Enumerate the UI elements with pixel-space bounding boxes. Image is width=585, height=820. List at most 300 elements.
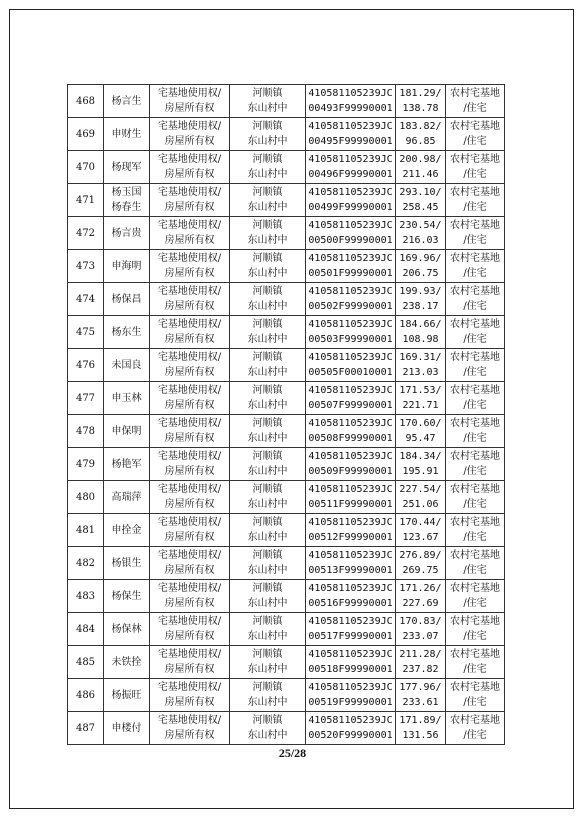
right-type-cell <box>150 547 230 580</box>
owner-name-line: 未国良 <box>111 359 142 371</box>
right-type-cell <box>150 184 230 217</box>
right-type-line: 宅基地使用权/ <box>157 682 222 693</box>
location-cell <box>230 217 306 250</box>
unit-code-line: 410581105239JC <box>308 154 393 165</box>
location-cell <box>230 613 306 646</box>
area-cell <box>396 118 446 151</box>
location-line: 河顺镇 <box>252 517 283 528</box>
registry-table <box>67 84 505 745</box>
table-row <box>68 85 505 118</box>
owner-name-line: 杨言贵 <box>111 227 142 239</box>
right-type-line: 房屋所有权 <box>164 202 215 213</box>
owner-name-line: 申保明 <box>111 425 142 437</box>
land-use-line: 农村宅基地 <box>450 352 500 363</box>
unit-code-cell <box>306 349 396 382</box>
right-type-line: 房屋所有权 <box>164 367 215 378</box>
owner-name-line: 杨玉国 <box>111 187 142 198</box>
area-line: 237.82 <box>402 664 439 675</box>
location-line: 东山村中 <box>247 532 288 543</box>
location-cell <box>230 382 306 415</box>
record-number-cell: 476 <box>68 349 104 382</box>
area-line: 269.75 <box>402 565 439 576</box>
owner-name-cell <box>104 613 150 646</box>
right-type-line: 宅基地使用权/ <box>157 154 222 165</box>
right-type-line: 宅基地使用权/ <box>157 517 222 528</box>
area-line: 131.56 <box>402 730 439 741</box>
unit-code-line: 410581105239JC <box>308 451 393 462</box>
land-use-line: 农村宅基地 <box>450 88 500 99</box>
right-type-line: 宅基地使用权/ <box>157 121 222 132</box>
location-cell <box>230 481 306 514</box>
right-type-line: 房屋所有权 <box>164 235 215 246</box>
area-line: 170.83/ <box>399 616 442 627</box>
right-type-cell <box>150 448 230 481</box>
land-use-line: /住宅 <box>463 730 487 741</box>
location-line: 河顺镇 <box>252 121 283 132</box>
unit-code-line: 00517F99990001 <box>308 631 393 642</box>
location-line: 东山村中 <box>247 400 288 411</box>
page-number: 25/28 <box>278 746 307 760</box>
unit-code-line: 00500F99990001 <box>308 235 393 246</box>
land-use-cell <box>446 349 505 382</box>
area-cell <box>396 712 446 745</box>
record-number-cell: 475 <box>68 316 104 349</box>
area-line: 211.28/ <box>399 649 442 660</box>
right-type-cell <box>150 580 230 613</box>
area-line: 123.67 <box>402 532 439 543</box>
unit-code-line: 00503F99990001 <box>308 334 393 345</box>
location-line: 河顺镇 <box>252 550 283 561</box>
area-cell <box>396 679 446 712</box>
owner-name-line: 杨保昌 <box>111 293 142 305</box>
owner-name-cell <box>104 382 150 415</box>
owner-name-line: 杨现军 <box>111 161 142 173</box>
land-use-line: /住宅 <box>463 664 487 675</box>
area-cell <box>396 547 446 580</box>
record-number-cell: 485 <box>68 646 104 679</box>
location-line: 河顺镇 <box>252 484 283 495</box>
area-line: 213.03 <box>402 367 439 378</box>
table-row <box>68 184 505 217</box>
location-line: 东山村中 <box>247 202 288 213</box>
area-line: 206.75 <box>402 268 439 279</box>
table-row <box>68 448 505 481</box>
location-line: 东山村中 <box>247 730 288 741</box>
area-cell <box>396 85 446 118</box>
right-type-cell <box>150 118 230 151</box>
right-type-cell <box>150 217 230 250</box>
record-number-cell: 484 <box>68 613 104 646</box>
location-line: 河顺镇 <box>252 352 283 363</box>
record-number-cell: 479 <box>68 448 104 481</box>
unit-code-line: 00501F99990001 <box>308 268 393 279</box>
table-row <box>68 349 505 382</box>
table-row <box>68 646 505 679</box>
table-row <box>68 118 505 151</box>
record-number-cell: 470 <box>68 151 104 184</box>
land-use-line: 农村宅基地 <box>450 649 500 660</box>
location-cell <box>230 316 306 349</box>
owner-name-cell <box>104 349 150 382</box>
unit-code-cell <box>306 217 396 250</box>
owner-name-cell <box>104 316 150 349</box>
record-number-cell: 478 <box>68 415 104 448</box>
unit-code-line: 00505F00010001 <box>308 367 393 378</box>
right-type-line: 宅基地使用权/ <box>157 286 222 297</box>
land-use-line: 农村宅基地 <box>450 484 500 495</box>
location-cell <box>230 283 306 316</box>
unit-code-line: 410581105239JC <box>308 220 393 231</box>
table-row <box>68 481 505 514</box>
area-line: 293.10/ <box>399 187 442 198</box>
land-use-line: /住宅 <box>463 466 487 477</box>
unit-code-cell <box>306 613 396 646</box>
owner-name-cell <box>104 646 150 679</box>
unit-code-line: 00496F99990001 <box>308 169 393 180</box>
area-line: 171.53/ <box>399 385 442 396</box>
land-use-line: /住宅 <box>463 301 487 312</box>
owner-name-cell <box>104 118 150 151</box>
unit-code-line: 00519F99990001 <box>308 697 393 708</box>
unit-code-cell <box>306 448 396 481</box>
owner-name-line: 申财生 <box>111 128 142 140</box>
location-line: 东山村中 <box>247 334 288 345</box>
right-type-line: 宅基地使用权/ <box>157 88 222 99</box>
land-use-line: /住宅 <box>463 433 487 444</box>
location-line: 河顺镇 <box>252 418 283 429</box>
area-line: 170.60/ <box>399 418 442 429</box>
land-use-line: 农村宅基地 <box>450 385 500 396</box>
location-cell <box>230 712 306 745</box>
right-type-line: 房屋所有权 <box>164 697 215 708</box>
land-use-line: 农村宅基地 <box>450 583 500 594</box>
area-line: 184.66/ <box>399 319 442 330</box>
unit-code-cell <box>306 679 396 712</box>
unit-code-line: 410581105239JC <box>308 319 393 330</box>
right-type-line: 宅基地使用权/ <box>157 550 222 561</box>
unit-code-line: 00507F99990001 <box>308 400 393 411</box>
location-line: 河顺镇 <box>252 715 283 726</box>
unit-code-line: 410581105239JC <box>308 616 393 627</box>
record-number-cell: 480 <box>68 481 104 514</box>
unit-code-line: 410581105239JC <box>308 418 393 429</box>
right-type-cell <box>150 613 230 646</box>
land-use-line: /住宅 <box>463 334 487 345</box>
unit-code-cell <box>306 250 396 283</box>
owner-name-cell <box>104 448 150 481</box>
table-row <box>68 415 505 448</box>
land-use-cell <box>446 646 505 679</box>
table-row <box>68 217 505 250</box>
right-type-line: 房屋所有权 <box>164 499 215 510</box>
owner-name-line: 未铁拴 <box>111 656 142 668</box>
location-line: 东山村中 <box>247 136 288 147</box>
unit-code-line: 00495F99990001 <box>308 136 393 147</box>
unit-code-line: 410581105239JC <box>308 352 393 363</box>
area-cell <box>396 217 446 250</box>
location-line: 东山村中 <box>247 664 288 675</box>
land-use-line: /住宅 <box>463 565 487 576</box>
land-use-line: /住宅 <box>463 499 487 510</box>
owner-name-line: 杨保林 <box>111 623 142 635</box>
area-line: 170.44/ <box>399 517 442 528</box>
area-line: 169.96/ <box>399 253 442 264</box>
land-use-line: /住宅 <box>463 532 487 543</box>
owner-name-line: 杨言生 <box>111 95 142 107</box>
owner-name-cell <box>104 547 150 580</box>
area-line: 276.89/ <box>399 550 442 561</box>
location-line: 东山村中 <box>247 235 288 246</box>
right-type-line: 房屋所有权 <box>164 532 215 543</box>
right-type-line: 宅基地使用权/ <box>157 385 222 396</box>
area-cell <box>396 283 446 316</box>
land-use-line: /住宅 <box>463 235 487 246</box>
location-cell <box>230 250 306 283</box>
right-type-cell <box>150 646 230 679</box>
land-use-line: /住宅 <box>463 202 487 213</box>
location-line: 东山村中 <box>247 433 288 444</box>
unit-code-line: 00499F99990001 <box>308 202 393 213</box>
unit-code-cell <box>306 481 396 514</box>
right-type-line: 房屋所有权 <box>164 136 215 147</box>
right-type-line: 房屋所有权 <box>164 466 215 477</box>
area-line: 227.69 <box>402 598 439 609</box>
land-use-line: 农村宅基地 <box>450 187 500 198</box>
area-cell <box>396 580 446 613</box>
land-use-line: /住宅 <box>463 268 487 279</box>
land-use-cell <box>446 217 505 250</box>
land-use-cell <box>446 151 505 184</box>
area-line: 171.26/ <box>399 583 442 594</box>
right-type-line: 房屋所有权 <box>164 433 215 444</box>
record-number-cell: 486 <box>68 679 104 712</box>
right-type-cell <box>150 481 230 514</box>
unit-code-cell <box>306 316 396 349</box>
area-cell <box>396 415 446 448</box>
owner-name-cell <box>104 151 150 184</box>
owner-name-line: 杨东生 <box>111 326 142 338</box>
owner-name-line: 杨春生 <box>111 202 142 213</box>
location-line: 东山村中 <box>247 301 288 312</box>
land-use-cell <box>446 712 505 745</box>
area-cell <box>396 184 446 217</box>
registry-table-body <box>68 85 505 745</box>
right-type-cell <box>150 712 230 745</box>
location-line: 河顺镇 <box>252 88 283 99</box>
unit-code-line: 00508F99990001 <box>308 433 393 444</box>
area-line: 258.45 <box>402 202 439 213</box>
area-cell <box>396 250 446 283</box>
land-use-line: 农村宅基地 <box>450 451 500 462</box>
owner-name-line: 申楼付 <box>111 722 142 734</box>
owner-name-line: 杨保生 <box>111 590 142 602</box>
land-use-line: /住宅 <box>463 400 487 411</box>
right-type-line: 宅基地使用权/ <box>157 616 222 627</box>
record-number-cell: 482 <box>68 547 104 580</box>
location-line: 东山村中 <box>247 697 288 708</box>
unit-code-line: 410581105239JC <box>308 253 393 264</box>
owner-name-line: 杨银生 <box>111 557 142 569</box>
unit-code-cell <box>306 580 396 613</box>
unit-code-line: 00512F99990001 <box>308 532 393 543</box>
record-number-cell: 472 <box>68 217 104 250</box>
owner-name-cell <box>104 250 150 283</box>
unit-code-cell <box>306 514 396 547</box>
land-use-line: /住宅 <box>463 631 487 642</box>
land-use-line: 农村宅基地 <box>450 154 500 165</box>
land-use-cell <box>446 547 505 580</box>
unit-code-line: 410581105239JC <box>308 517 393 528</box>
unit-code-line: 410581105239JC <box>308 583 393 594</box>
land-use-line: /住宅 <box>463 103 487 114</box>
area-line: 216.03 <box>402 235 439 246</box>
unit-code-line: 410581105239JC <box>308 88 393 99</box>
land-use-line: 农村宅基地 <box>450 220 500 231</box>
owner-name-cell <box>104 217 150 250</box>
right-type-cell <box>150 250 230 283</box>
area-line: 96.85 <box>405 136 436 147</box>
land-use-cell <box>446 481 505 514</box>
right-type-line: 宅基地使用权/ <box>157 418 222 429</box>
area-line: 233.61 <box>402 697 439 708</box>
location-cell <box>230 85 306 118</box>
right-type-cell <box>150 415 230 448</box>
unit-code-cell <box>306 283 396 316</box>
unit-code-line: 410581105239JC <box>308 550 393 561</box>
land-use-cell <box>446 514 505 547</box>
table-row <box>68 580 505 613</box>
record-number-cell: 481 <box>68 514 104 547</box>
unit-code-line: 410581105239JC <box>308 682 393 693</box>
unit-code-cell <box>306 118 396 151</box>
unit-code-line: 00509F99990001 <box>308 466 393 477</box>
land-use-line: 农村宅基地 <box>450 616 500 627</box>
unit-code-line: 00518F99990001 <box>308 664 393 675</box>
land-use-line: /住宅 <box>463 697 487 708</box>
area-line: 169.31/ <box>399 352 442 363</box>
record-number-cell: 471 <box>68 184 104 217</box>
location-line: 东山村中 <box>247 631 288 642</box>
land-use-line: 农村宅基地 <box>450 121 500 132</box>
record-number-cell: 487 <box>68 712 104 745</box>
table-row <box>68 151 505 184</box>
owner-name-cell <box>104 679 150 712</box>
right-type-line: 房屋所有权 <box>164 301 215 312</box>
owner-name-cell <box>104 514 150 547</box>
right-type-line: 宅基地使用权/ <box>157 187 222 198</box>
right-type-cell <box>150 283 230 316</box>
land-use-cell <box>446 118 505 151</box>
table-row <box>68 613 505 646</box>
location-cell <box>230 415 306 448</box>
location-line: 河顺镇 <box>252 319 283 330</box>
right-type-cell <box>150 85 230 118</box>
unit-code-line: 00493F99990001 <box>308 103 393 114</box>
owner-name-cell <box>104 712 150 745</box>
owner-name-cell <box>104 85 150 118</box>
location-line: 东山村中 <box>247 169 288 180</box>
land-use-cell <box>446 613 505 646</box>
table-row <box>68 547 505 580</box>
unit-code-line: 410581105239JC <box>308 121 393 132</box>
unit-code-line: 410581105239JC <box>308 187 393 198</box>
table-row <box>68 382 505 415</box>
area-cell <box>396 151 446 184</box>
land-use-cell <box>446 448 505 481</box>
area-line: 200.98/ <box>399 154 442 165</box>
area-line: 199.93/ <box>399 286 442 297</box>
table-row <box>68 283 505 316</box>
area-cell <box>396 382 446 415</box>
unit-code-line: 410581105239JC <box>308 385 393 396</box>
land-use-cell <box>446 316 505 349</box>
unit-code-cell <box>306 712 396 745</box>
owner-name-line: 申拴金 <box>111 524 142 536</box>
owner-name-line: 杨艳军 <box>111 458 142 470</box>
location-cell <box>230 151 306 184</box>
location-line: 河顺镇 <box>252 253 283 264</box>
owner-name-cell <box>104 481 150 514</box>
owner-name-line: 杨振旺 <box>111 689 142 701</box>
location-line: 东山村中 <box>247 367 288 378</box>
owner-name-line: 申海明 <box>111 260 142 272</box>
unit-code-line: 00511F99990001 <box>308 499 393 510</box>
land-use-line: 农村宅基地 <box>450 253 500 264</box>
land-use-cell <box>446 184 505 217</box>
land-use-cell <box>446 415 505 448</box>
area-line: 230.54/ <box>399 220 442 231</box>
record-number-cell: 473 <box>68 250 104 283</box>
right-type-line: 房屋所有权 <box>164 400 215 411</box>
land-use-cell <box>446 85 505 118</box>
right-type-line: 宅基地使用权/ <box>157 220 222 231</box>
right-type-cell <box>150 316 230 349</box>
area-cell <box>396 481 446 514</box>
unit-code-cell <box>306 415 396 448</box>
unit-code-cell <box>306 85 396 118</box>
owner-name-line: 高瑞萍 <box>111 491 142 503</box>
right-type-cell <box>150 151 230 184</box>
land-use-line: 农村宅基地 <box>450 286 500 297</box>
land-use-cell <box>446 679 505 712</box>
land-use-line: 农村宅基地 <box>450 517 500 528</box>
unit-code-line: 410581105239JC <box>308 715 393 726</box>
location-line: 河顺镇 <box>252 583 283 594</box>
location-cell <box>230 547 306 580</box>
area-line: 221.71 <box>402 400 439 411</box>
location-cell <box>230 514 306 547</box>
land-use-cell <box>446 382 505 415</box>
record-number-cell: 474 <box>68 283 104 316</box>
location-line: 河顺镇 <box>252 649 283 660</box>
unit-code-line: 410581105239JC <box>308 649 393 660</box>
record-number-cell: 483 <box>68 580 104 613</box>
land-use-cell <box>446 580 505 613</box>
location-cell <box>230 349 306 382</box>
area-line: 177.96/ <box>399 682 442 693</box>
location-line: 东山村中 <box>247 598 288 609</box>
unit-code-cell <box>306 646 396 679</box>
right-type-line: 宅基地使用权/ <box>157 649 222 660</box>
area-cell <box>396 448 446 481</box>
area-line: 95.47 <box>405 433 436 444</box>
table-row <box>68 316 505 349</box>
owner-name-cell <box>104 184 150 217</box>
right-type-line: 宅基地使用权/ <box>157 253 222 264</box>
location-line: 河顺镇 <box>252 220 283 231</box>
location-cell <box>230 580 306 613</box>
unit-code-cell <box>306 184 396 217</box>
